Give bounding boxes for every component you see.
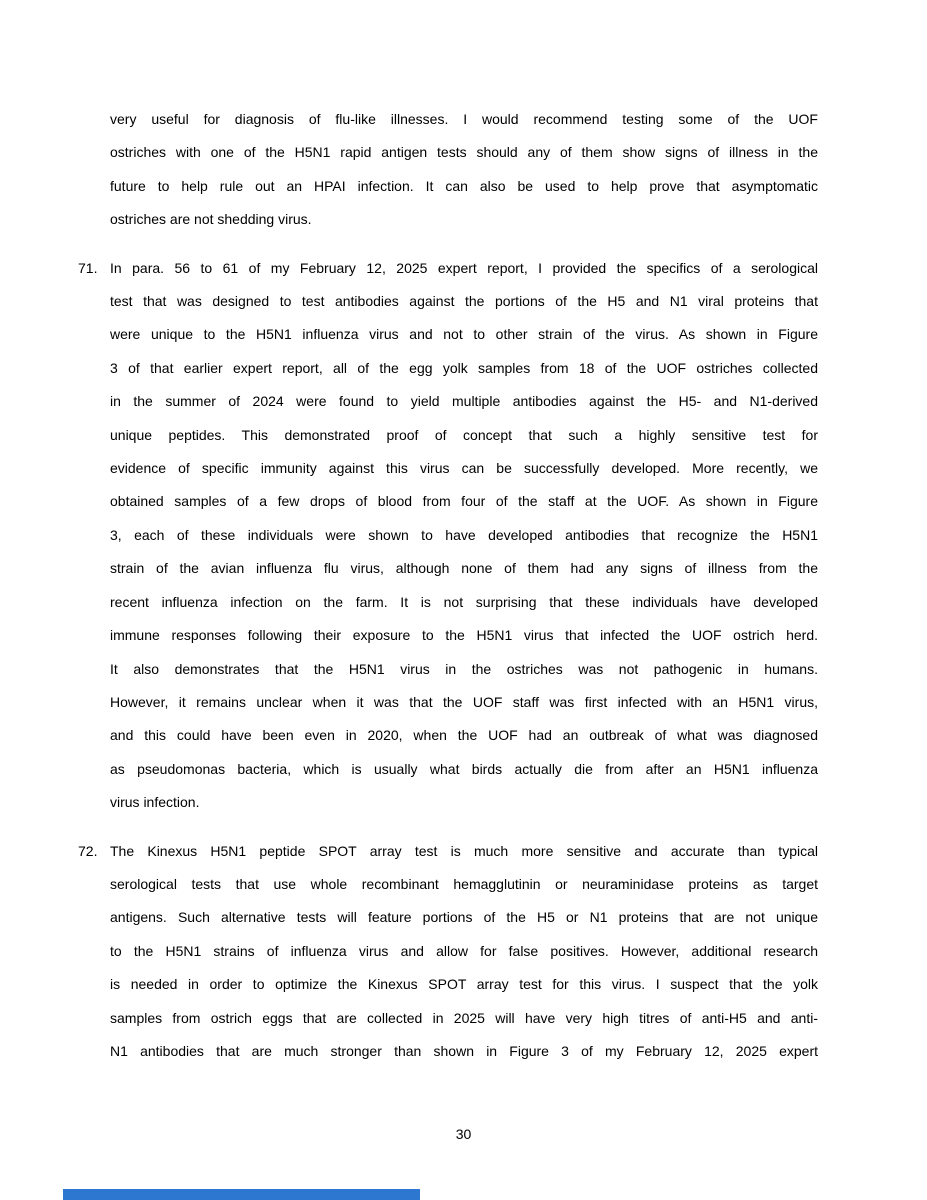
text-line: 3 of that earlier expert report, all of the egg yolk samples from 18 of the UOF ostriches collected	[110, 359, 818, 376]
text-line: test that was designed to test antibodies against the portions of the H5 and N1 viral proteins that	[110, 293, 818, 310]
text-line: serological tests that use whole recombinant hemagglutinin or neuraminidase proteins as target	[110, 875, 818, 892]
text-line: obtained samples of a few drops of blood from four of the staff at the UOF. As shown in Figure	[110, 493, 818, 510]
paragraph-number: 71.	[78, 259, 98, 276]
paragraph	[110, 103, 818, 237]
text-line: recent influenza infection on the farm. It is not surprising that these individuals have developed	[110, 593, 818, 610]
text-line: However, it remains unclear when it was that the UOF staff was first infected with an H5N1 virus,	[110, 693, 818, 710]
numbered-paragraph	[78, 835, 818, 1069]
text-line: antigens. Such alternative tests will feature portions of the H5 or N1 proteins that are not unique	[110, 909, 818, 926]
text-line: N1 antibodies that are much stronger than shown in Figure 3 of my February 12, 2025 expert	[110, 1042, 818, 1059]
text-line: samples from ostrich eggs that are collected in 2025 will have very high titres of anti-H5 and anti-	[110, 1009, 818, 1026]
numbered-paragraph	[78, 252, 818, 820]
text-line: The Kinexus H5N1 peptide SPOT array test is much more sensitive and accurate than typical	[110, 842, 818, 859]
text-line: to the H5N1 strains of influenza virus and allow for false positives. However, additional research	[110, 942, 818, 959]
text-line: immune responses following their exposure to the H5N1 virus that infected the UOF ostrich herd.	[110, 627, 818, 644]
text-line: and this could have been even in 2020, when the UOF had an outbreak of what was diagnosed	[110, 727, 818, 744]
text-line: ostriches are not shedding virus.	[110, 211, 312, 228]
page-number: 30	[455, 1126, 472, 1142]
text-line: as pseudomonas bacteria, which is usually what birds actually die from after an H5N1 influenza	[110, 760, 818, 777]
text-line: ostriches with one of the H5N1 rapid antigen tests should any of them show signs of illness in the	[110, 144, 818, 161]
bottom-blue-bar	[63, 1189, 420, 1200]
text-line: very useful for diagnosis of flu-like illnesses. I would recommend testing some of the UOF	[110, 111, 818, 127]
text-line: in the summer of 2024 were found to yield multiple antibodies against the H5- and N1-derived	[110, 393, 818, 410]
document-body	[78, 103, 818, 1068]
text-line: virus infection.	[110, 794, 200, 811]
text-line: is needed in order to optimize the Kinexus SPOT array test for this virus. I suspect that the yolk	[110, 976, 818, 993]
text-line: In para. 56 to 61 of my February 12, 2025 expert report, I provided the specifics of a serological	[110, 259, 818, 276]
text-line: were unique to the H5N1 influenza virus and not to other strain of the virus. As shown in Figure	[110, 326, 818, 343]
text-line: future to help rule out an HPAI infection. It can also be used to help prove that asymptomatic	[110, 177, 818, 194]
text-line: It also demonstrates that the H5N1 virus in the ostriches was not pathogenic in humans.	[110, 660, 818, 677]
paragraph-number: 72.	[78, 842, 98, 859]
text-line: unique peptides. This demonstrated proof of concept that such a highly sensitive test for	[110, 426, 818, 443]
text-line: evidence of specific immunity against this virus can be successfully developed. More recently, we	[110, 460, 818, 477]
text-line: 3, each of these individuals were shown to have developed antibodies that recognize the H5N1	[110, 526, 818, 543]
text-line: strain of the avian influenza flu virus, although none of them had any signs of illness from the	[110, 560, 818, 577]
